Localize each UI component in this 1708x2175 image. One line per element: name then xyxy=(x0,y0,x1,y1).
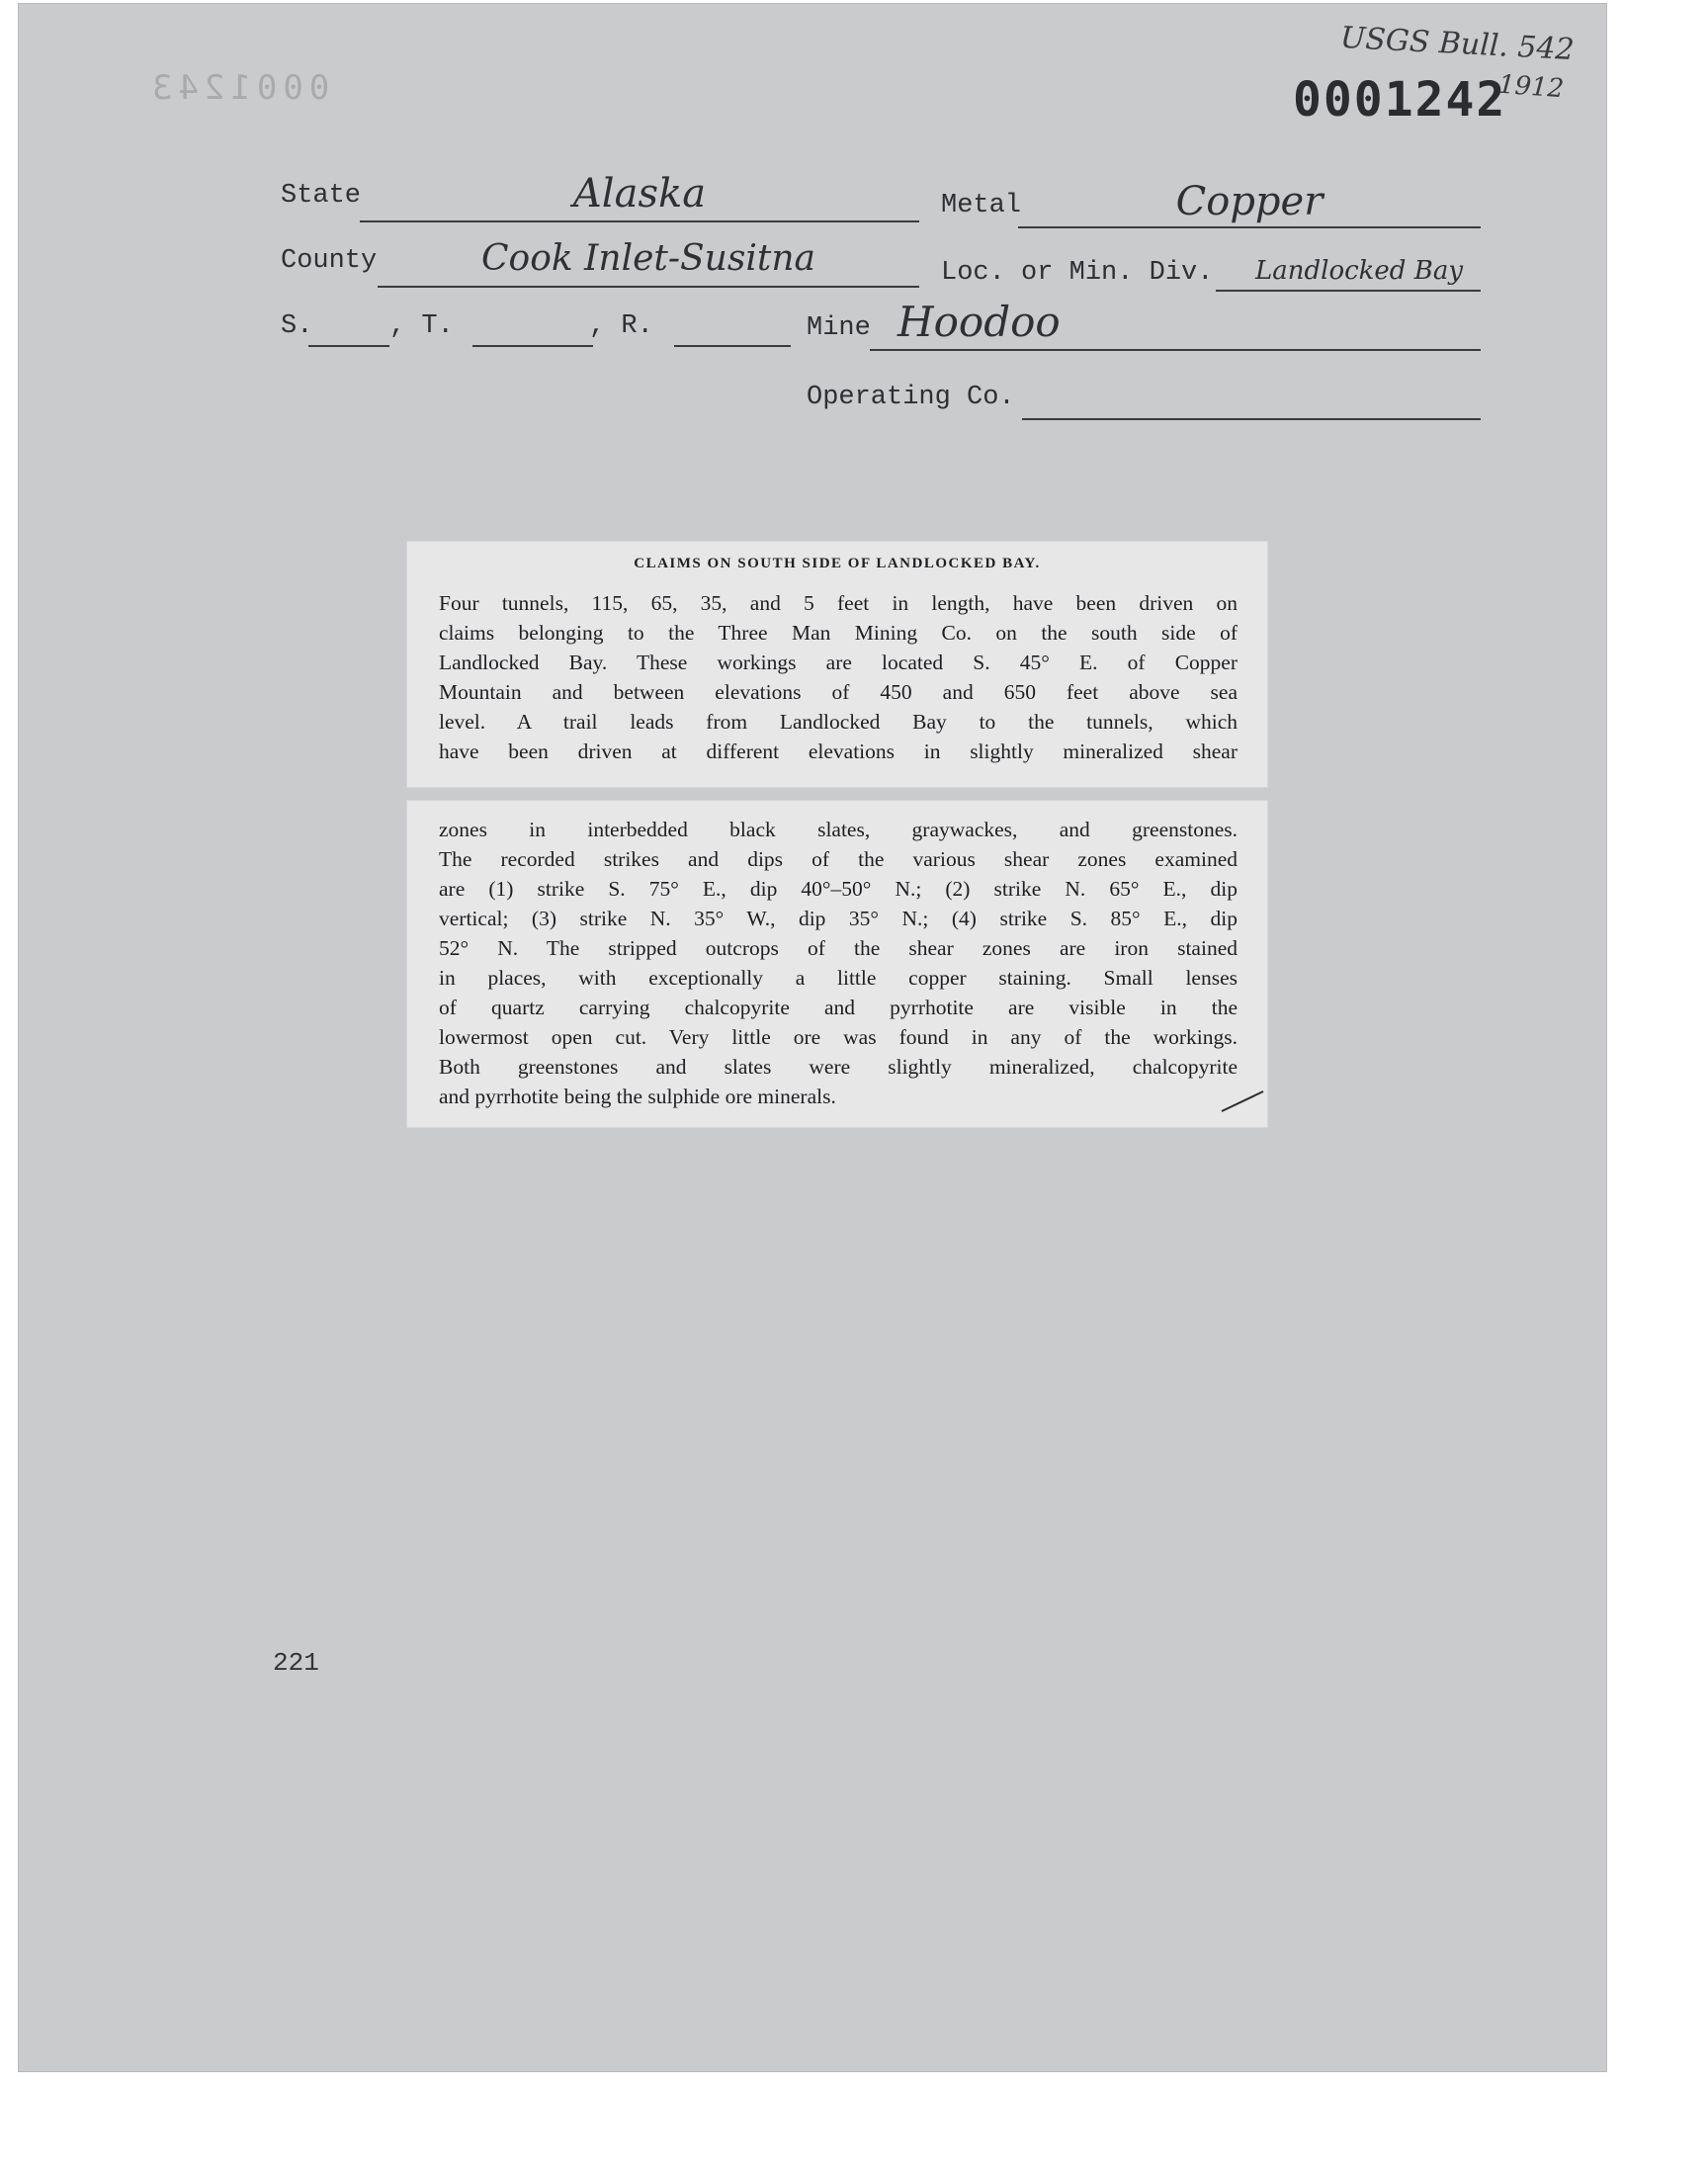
operating-co-label: Operating Co. xyxy=(807,383,1015,412)
clipping-line: Landlocked Bay. These workings are located S. 45° E. of Copper xyxy=(439,651,1238,674)
clipping-line: and pyrrhotite being the sulphide ore minerals. xyxy=(439,1085,836,1108)
handwritten-year: 1912 xyxy=(1497,69,1566,105)
operating-co-line xyxy=(1022,418,1481,420)
clipping-line: of quartz carrying chalcopyrite and pyrrhotite are visible in the xyxy=(439,996,1238,1019)
mine-value: Hoodoo xyxy=(897,298,1061,346)
state-line xyxy=(360,220,919,222)
clipping-line: lowermost open cut. Very little ore was found in any of the workings. xyxy=(439,1025,1238,1049)
state-value: Alaska xyxy=(572,171,707,217)
township-line xyxy=(472,345,593,347)
clipping-title: CLAIMS ON SOUTH SIDE OF LANDLOCKED BAY. xyxy=(634,556,1041,571)
clipping-line: Both greenstones and slates were slightly mineralized, chalcopyrite xyxy=(439,1055,1238,1079)
mine-line xyxy=(870,349,1481,351)
range-label: , R. xyxy=(589,311,653,341)
section-label: S. xyxy=(281,311,313,341)
clipping-line: have been driven at different elevations in slightly mineralized shear xyxy=(439,740,1238,763)
clipping-part-2 xyxy=(407,801,1267,1127)
clipping-line: zones in interbedded black slates, graywackes, and greenstones. xyxy=(439,818,1238,841)
clipping-line: level. A trail leads from Landlocked Bay to the tunnels, which xyxy=(439,710,1238,734)
county-label: County xyxy=(281,246,378,276)
state-label: State xyxy=(281,181,362,211)
page-number: 221 xyxy=(273,1648,319,1678)
bleed-through-number: 0001243 xyxy=(146,68,330,108)
district-label: Loc. or Min. Div. xyxy=(941,258,1214,288)
clipping-line: Mountain and between elevations of 450 and 650 feet above sea xyxy=(439,680,1238,704)
township-label: , T. xyxy=(389,311,454,341)
clipping-line: 52° N. The stripped outcrops of the shear zones are iron stained xyxy=(439,936,1238,960)
mine-label: Mine xyxy=(807,313,871,343)
metal-value: Copper xyxy=(1175,179,1324,224)
clipping-line: in places, with exceptionally a little copper staining. Small lenses xyxy=(439,966,1238,990)
document-page xyxy=(18,3,1607,2072)
clipping-part-1 xyxy=(407,542,1267,787)
metal-line xyxy=(1018,226,1481,228)
clipping-line: are (1) strike S. 75° E., dip 40°–50° N.; (2) strike N. 65° E., dip xyxy=(439,877,1238,901)
clipping-line: The recorded strikes and dips of the various shear zones examined xyxy=(439,847,1238,871)
section-line xyxy=(308,345,389,347)
district-value: Landlocked Bay xyxy=(1254,256,1464,286)
handwritten-reference: USGS Bull. 542 xyxy=(1339,20,1576,68)
clipping-line: vertical; (3) strike N. 35° W., dip 35° N.; (4) strike S. 85° E., dip xyxy=(439,907,1238,930)
range-line xyxy=(674,345,791,347)
county-line xyxy=(378,286,919,288)
county-value: Cook Inlet-Susitna xyxy=(481,238,815,279)
pen-mark-icon xyxy=(1220,1088,1265,1113)
district-line xyxy=(1216,290,1481,292)
clipping-line: claims belonging to the Three Man Mining Co. on the south side of xyxy=(439,621,1238,645)
clipping-line: Four tunnels, 115, 65, 35, and 5 feet in length, have been driven on xyxy=(439,591,1238,615)
metal-label: Metal xyxy=(941,191,1022,220)
stamped-record-number: 0001242 xyxy=(1293,72,1507,128)
